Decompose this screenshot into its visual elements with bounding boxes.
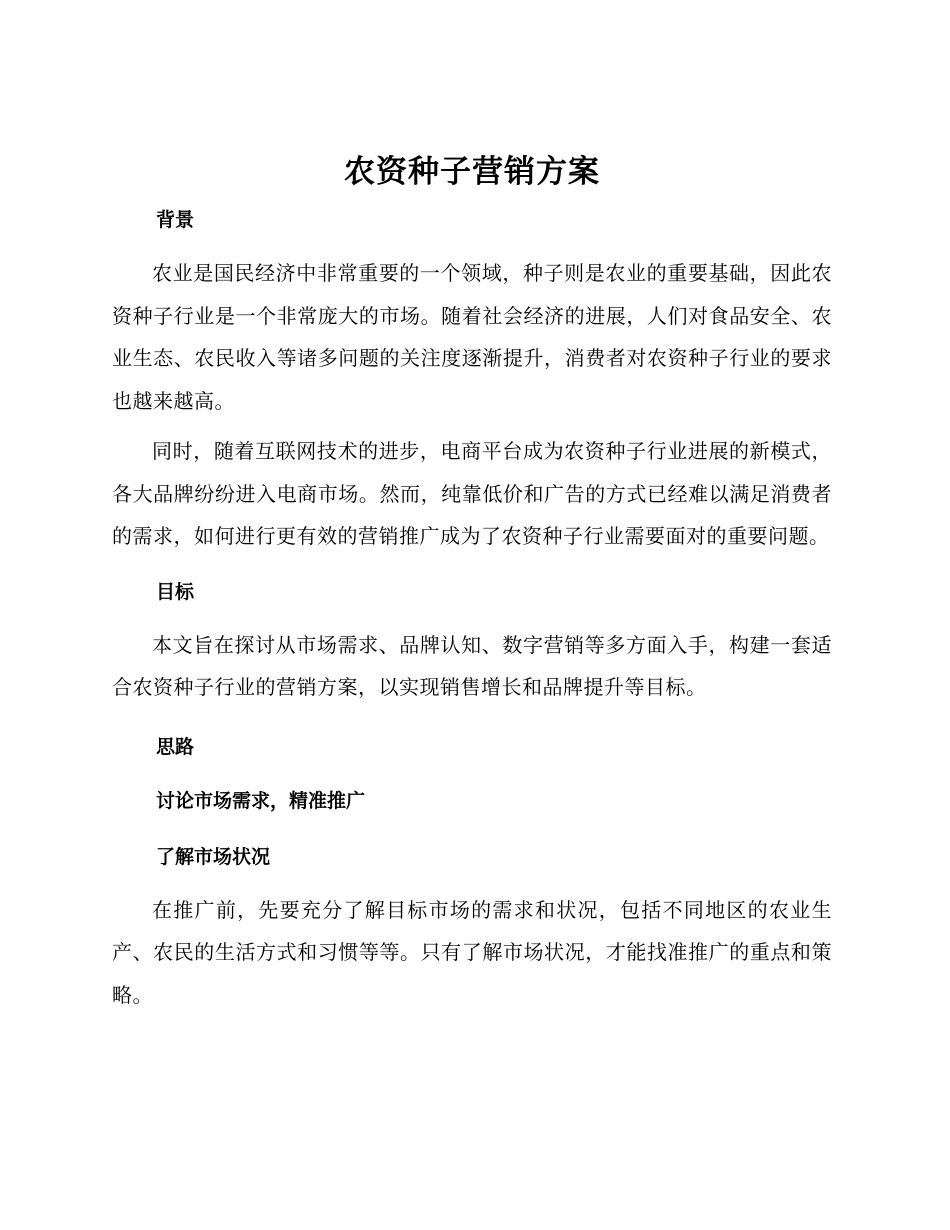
page-title: 农资种子营销方案 <box>344 154 600 190</box>
subheading-market-status: 了解市场状况 <box>156 845 271 868</box>
paragraph-market-status: 在推广前，先要充分了解目标市场的需求和状况，包括不同地区的农业生产、农民的生活方式和习惯等等。只有了解市场状况，才能找准推广的重点和策略。 <box>112 897 832 1007</box>
document-page <box>112 140 832 1016</box>
section-heading-goal: 目标 <box>156 580 195 603</box>
section-heading-background: 背景 <box>156 209 195 231</box>
subheading-market-demand: 讨论市场需求，精准推广 <box>156 789 366 812</box>
section-heading-approach: 思路 <box>156 735 195 758</box>
paragraph-background-2: 同时，随着互联网技术的进步，电商平台成为农资种子行业进展的新模式，各大品牌纷纷进入电商市场。然而，纯靠低价和广告的方式已经难以满足消费者的需求，如何进行更有效的营销推广成为了农资种子行业需要面对的重要问题。 <box>112 439 832 548</box>
paragraph-goal-1: 本文旨在探讨从市场需求、品牌认知、数字营销等多方面入手，构建一套适合农资种子行业的营销方案，以实现销售增长和品牌提升等目标。 <box>112 632 832 699</box>
paragraph-background-1: 农业是国民经济中非常重要的一个领域，种子则是农业的重要基础，因此农资种子行业是一个非常庞大的市场。随着社会经济的进展，人们对食品安全、农业生态、农民收入等诸多问题的关注度逐渐提升，消费者对农资种子行业的要求也越来越高。 <box>112 261 832 413</box>
